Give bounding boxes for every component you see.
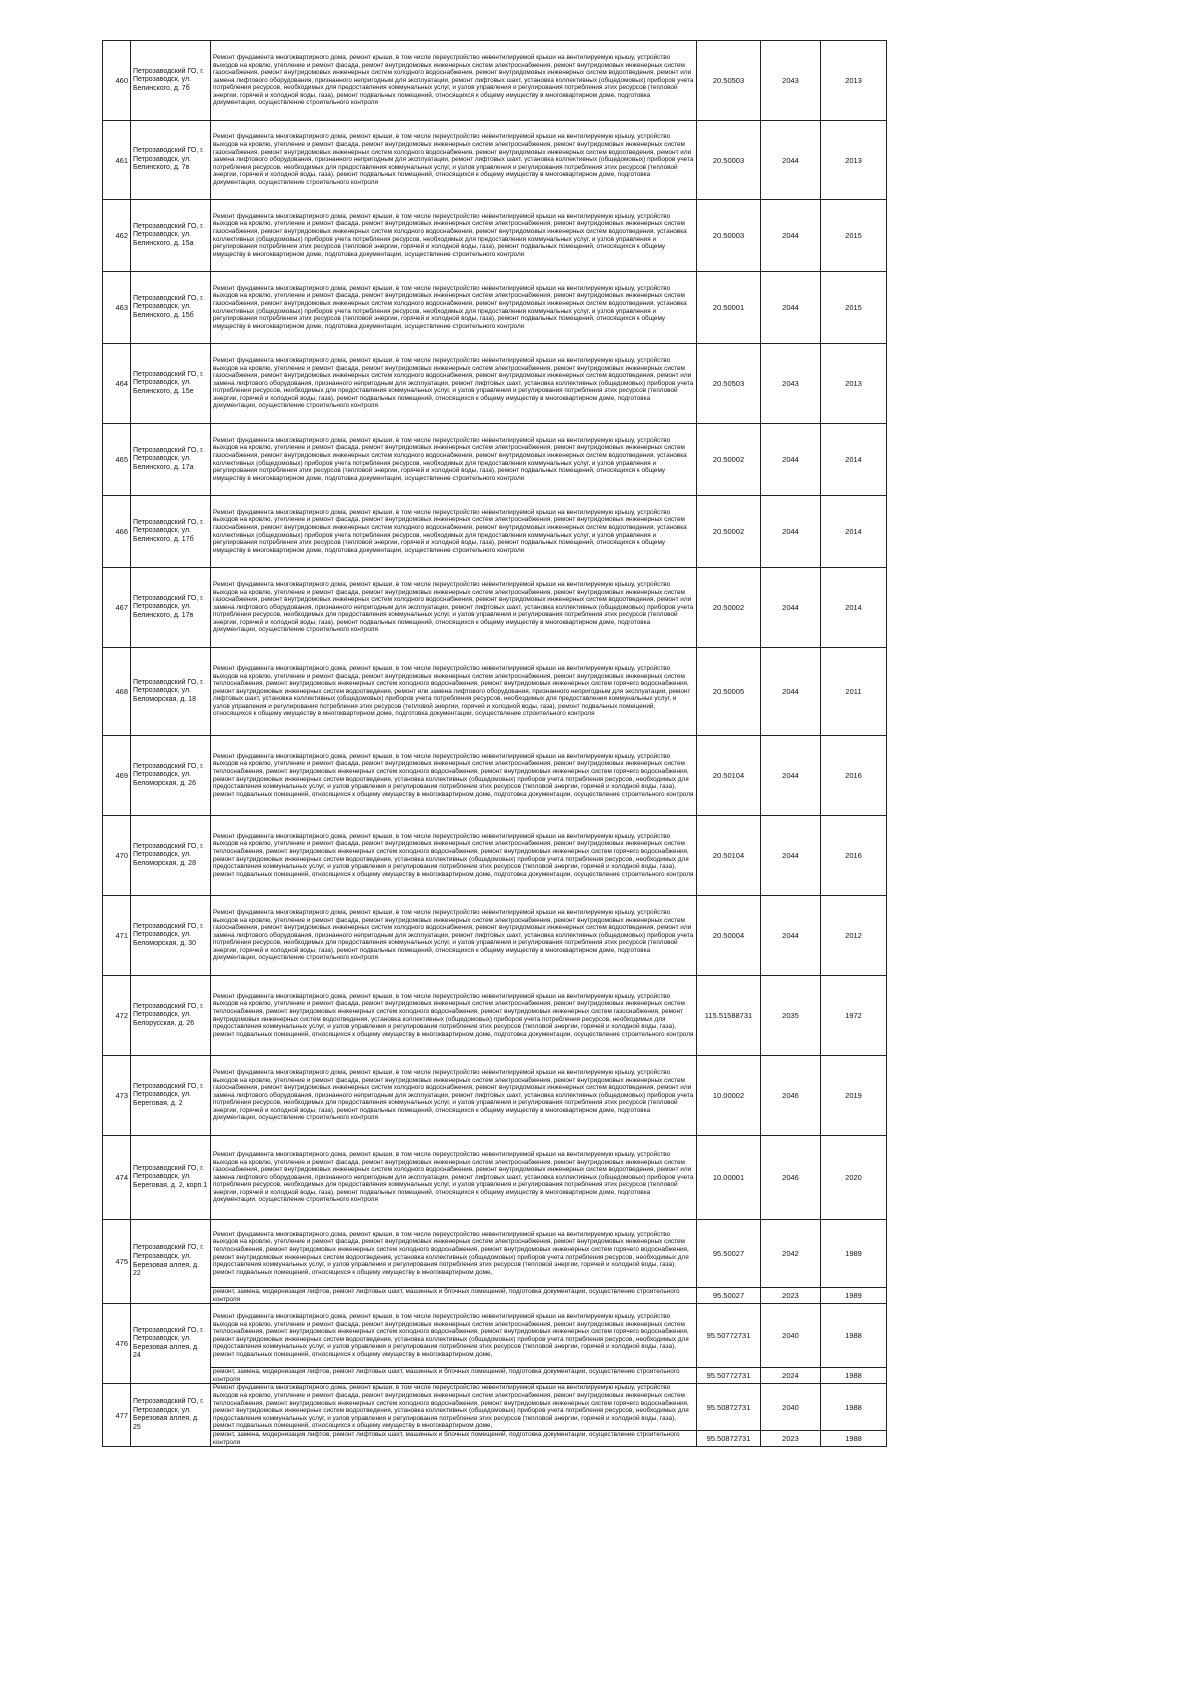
last-repair-year-cell: 2020 [821,1136,887,1220]
planned-year-cell: 2035 [761,976,821,1056]
address-cell: Петрозаводский ГО, г. Петрозаводск, ул. Белинского, д. 17в [131,568,211,648]
row-number: 473 [103,1056,131,1136]
table-row [103,121,887,200]
table-row [103,496,887,568]
works-cell: Ремонт фундамента многоквартирного дома, ремонт крыши, в том числе переустройство невентилируемой крыши на вентилируемую крышу, устройство выходов на кровлю, утепление и ремонт фасада, ремонт внутридомовых инженерных систем электроснабжения, ремонт внутридомовых инженерных систем газоснабжения, ремонт внутридомовых инженерных систем холодного водоснабжения, ремонт внутридомовых инженерных систем водоотведения, установка коллективных (общедомовых) приборов учета потребления ресурсов, необходимых для предоставления коммунальных услуг, и узлов управления и регулирования потребления этих ресурсов (тепловой энергии, горячей и холодной воды, газа), ремонт подвальных помещений, относящихся к общему имуществу в многоквартирном доме, подготовка документации, осуществление строительного контроля [211,200,697,272]
table-row [103,41,887,121]
planned-year-cell: 2040 [761,1304,821,1368]
schedule-page [102,40,887,1447]
works-cell: Ремонт фундамента многоквартирного дома, ремонт крыши, в том числе переустройство невентилируемой крыши на вентилируемую крышу, устройство выходов на кровлю, утепление и ремонт фасада, ремонт внутридомовых инженерных систем электроснабжения, ремонт внутридомовых инженерных систем газоснабжения, ремонт внутридомовых инженерных систем холодного водоснабжения, ремонт внутридомовых инженерных систем водоотведения, установка коллективных (общедомовых) приборов учета потребления ресурсов, необходимых для предоставления коммунальных услуг, и узлов управления и регулирования потребления этих ресурсов (тепловой энергии, горячей и холодной воды, газа), ремонт подвальных помещений, относящихся к общему имуществу в многоквартирном доме, подготовка документации, осуществление строительного контроля [211,496,697,568]
row-number: 466 [103,496,131,568]
table-row [103,1056,887,1136]
table-row [103,272,887,344]
planned-year-cell: 2044 [761,121,821,200]
works-cell: Ремонт фундамента многоквартирного дома, ремонт крыши, в том числе переустройство невентилируемой крыши на вентилируемую крышу, устройство выходов на кровлю, утепление и ремонт фасада, ремонт внутридомовых инженерных систем электроснабжения, ремонт внутридомовых инженерных систем теплоснабжения, ремонт внутридомовых инженерных систем холодного водоснабжения, ремонт внутридомовых инженерных систем горячего водоснабжения, ремонт внутридомовых инженерных систем водоотведения, ремонт или замена лифтового оборудования, признанного непригодным для эксплуатации, ремонт лифтовых шахт, установка коллективных (общедомовых) приборов учета потребления ресурсов, необходимых для предоставления коммунальных услуг, и узлов управления и регулирования потребления этих ресурсов (тепловой энергии, горячей и холодной воды, газа), ремонт подвальных помещений, относящихся к общему имуществу в многоквартирном доме, подготовка документации, осуществление строительного контроля [211,648,697,736]
last-repair-year-cell: 1989 [821,1220,887,1288]
last-repair-year-cell: 2015 [821,272,887,344]
works-cell: ремонт, замена, модернизация лифтов, ремонт лифтовых шахт, машинных и блочных помещений, подготовка документации, осуществление строительного контроля [211,1368,697,1384]
works-cell: Ремонт фундамента многоквартирного дома, ремонт крыши, в том числе переустройство невентилируемой крыши на вентилируемую крышу, устройство выходов на кровлю, утепление и ремонт фасада, ремонт внутридомовых инженерных систем электроснабжения, ремонт внутридомовых инженерных систем газоснабжения, ремонт внутридомовых инженерных систем холодного водоснабжения, ремонт внутридомовых инженерных систем водоотведения, ремонт или замена лифтового оборудования, признанного непригодным для эксплуатации, ремонт лифтовых шахт, установка коллективных (общедомовых) приборов учета потребления ресурсов, необходимых для предоставления коммунальных услуг, и узлов управления и регулирования потребления этих ресурсов (тепловой энергии, горячей и холодной воды, газа), ремонт подвальных помещений, относящихся к общему имуществу в многоквартирном доме, подготовка документации, осуществление строительного контроля [211,344,697,424]
cost-cell: 95.50772731 [697,1368,761,1384]
planned-year-cell: 2023 [761,1288,821,1304]
last-repair-year-cell: 2014 [821,496,887,568]
planned-year-cell: 2043 [761,344,821,424]
table-subrow [103,1430,887,1446]
row-number: 465 [103,424,131,496]
works-cell: Ремонт фундамента многоквартирного дома, ремонт крыши, в том числе переустройство невентилируемой крыши на вентилируемую крышу, устройство выходов на кровлю, утепление и ремонт фасада, ремонт внутридомовых инженерных систем электроснабжения, ремонт внутридомовых инженерных систем газоснабжения, ремонт внутридомовых инженерных систем холодного водоснабжения, ремонт внутридомовых инженерных систем водоотведения, ремонт или замена лифтового оборудования, признанного непригодным для эксплуатации, ремонт лифтовых шахт, установка коллективных (общедомовых) приборов учета потребления ресурсов, необходимых для предоставления коммунальных услуг, и узлов управления и регулирования потребления этих ресурсов (тепловой энергии, горячей и холодной воды, газа), ремонт подвальных помещений, относящихся к общему имуществу в многоквартирном доме, подготовка документации, осуществление строительного контроля [211,568,697,648]
repair-schedule-table [102,40,887,1447]
last-repair-year-cell: 2012 [821,896,887,976]
last-repair-year-cell: 1988 [821,1384,887,1431]
address-cell: Петрозаводский ГО, г. Петрозаводск, ул. Белинского, д. 15а [131,200,211,272]
row-number: 467 [103,568,131,648]
cost-cell: 95.50772731 [697,1304,761,1368]
address-cell: Петрозаводский ГО, г. Петрозаводск, ул. Белинского, д. 17а [131,424,211,496]
cost-cell: 95.50872731 [697,1430,761,1446]
last-repair-year-cell: 2015 [821,200,887,272]
row-number: 460 [103,41,131,121]
table-row [103,648,887,736]
last-repair-year-cell: 2016 [821,736,887,816]
planned-year-cell: 2044 [761,816,821,896]
cost-cell: 20.50104 [697,816,761,896]
works-cell: Ремонт фундамента многоквартирного дома, ремонт крыши, в том числе переустройство невентилируемой крыши на вентилируемую крышу, устройство выходов на кровлю, утепление и ремонт фасада, ремонт внутридомовых инженерных систем электроснабжения, ремонт внутридомовых инженерных систем газоснабжения, ремонт внутридомовых инженерных систем холодного водоснабжения, ремонт внутридомовых инженерных систем водоотведения, ремонт или замена лифтового оборудования, признанного непригодным для эксплуатации, ремонт лифтовых шахт, установка коллективных (общедомовых) приборов учета потребления ресурсов, необходимых для предоставления коммунальных услуг, и узлов управления и регулирования потребления этих ресурсов (тепловой энергии, горячей и холодной воды, газа), ремонт подвальных помещений, относящихся к общему имуществу в многоквартирном доме, подготовка документации, осуществление строительного контроля [211,1136,697,1220]
table-row [103,424,887,496]
cost-cell: 20.50003 [697,200,761,272]
row-number: 464 [103,344,131,424]
works-cell: Ремонт фундамента многоквартирного дома, ремонт крыши, в том числе переустройство невентилируемой крыши на вентилируемую крышу, устройство выходов на кровлю, утепление и ремонт фасада, ремонт внутридомовых инженерных систем электроснабжения, ремонт внутридомовых инженерных систем теплоснабжения, ремонт внутридомовых инженерных систем холодного водоснабжения, ремонт внутридомовых инженерных систем горячего водоснабжения, ремонт внутридомовых инженерных систем водоотведения, установка коллективных (общедомовых) приборов учета потребления ресурсов, необходимых для предоставления коммунальных услуг, и узлов управления и регулирования потребления этих ресурсов (тепловой энергии, горячей и холодной воды, газа), ремонт подвальных помещений, относящихся к общему имуществу в многоквартирном доме, [211,1384,697,1431]
address-cell: Петрозаводский ГО, г. Петрозаводск, ул. Беломорская, д. 18 [131,648,211,736]
works-cell: Ремонт фундамента многоквартирного дома, ремонт крыши, в том числе переустройство невентилируемой крыши на вентилируемую крышу, устройство выходов на кровлю, утепление и ремонт фасада, ремонт внутридомовых инженерных систем электроснабжения, ремонт внутридомовых инженерных систем теплоснабжения, ремонт внутридомовых инженерных систем холодного водоснабжения, ремонт внутридомовых инженерных систем горячего водоснабжения, ремонт внутридомовых инженерных систем водоотведения, установка коллективных (общедомовых) приборов учета потребления ресурсов, необходимых для предоставления коммунальных услуг, и узлов управления и регулирования потребления этих ресурсов (тепловой энергии, горячей и холодной воды, газа), ремонт подвальных помещений, относящихся к общему имуществу в многоквартирном доме, [211,1304,697,1368]
works-cell: Ремонт фундамента многоквартирного дома, ремонт крыши, в том числе переустройство невентилируемой крыши на вентилируемую крышу, устройство выходов на кровлю, утепление и ремонт фасада, ремонт внутридомовых инженерных систем электроснабжения, ремонт внутридомовых инженерных систем теплоснабжения, ремонт внутридомовых инженерных систем холодного водоснабжения, ремонт внутридомовых инженерных систем горячего водоснабжения, ремонт внутридомовых инженерных систем водоотведения, установка коллективных (общедомовых) приборов учета потребления ресурсов, необходимых для предоставления коммунальных услуг, и узлов управления и регулирования потребления этих ресурсов (тепловой энергии, горячей и холодной воды, газа), ремонт подвальных помещений, относящихся к общему имуществу в многоквартирном доме, подготовка документации, осуществление строительного контроля [211,736,697,816]
last-repair-year-cell: 2019 [821,1056,887,1136]
works-cell: ремонт, замена, модернизация лифтов, ремонт лифтовых шахт, машинных и блочных помещений, подготовка документации, осуществление строительного контроля [211,1430,697,1446]
last-repair-year-cell: 2013 [821,344,887,424]
row-number: 469 [103,736,131,816]
planned-year-cell: 2044 [761,496,821,568]
row-number: 471 [103,896,131,976]
address-cell: Петрозаводский ГО, г. Петрозаводск, ул. Беломорская, д. 28 [131,816,211,896]
last-repair-year-cell: 1989 [821,1288,887,1304]
last-repair-year-cell: 1972 [821,976,887,1056]
table-subrow [103,1288,887,1304]
address-cell: Петрозаводский ГО, г. Петрозаводск, ул. Беломорская, д. 30 [131,896,211,976]
last-repair-year-cell: 2014 [821,568,887,648]
planned-year-cell: 2040 [761,1384,821,1431]
row-number: 470 [103,816,131,896]
cost-cell: 95.50027 [697,1220,761,1288]
address-cell: Петрозаводский ГО, г. Петрозаводск, ул. Березовая аллея, д. 22 [131,1220,211,1304]
last-repair-year-cell: 2014 [821,424,887,496]
address-cell: Петрозаводский ГО, г. Петрозаводск, ул. Белинского, д. 7в [131,121,211,200]
planned-year-cell: 2044 [761,272,821,344]
cost-cell: 20.50002 [697,424,761,496]
table-row [103,1136,887,1220]
table-row [103,344,887,424]
table-row [103,1220,887,1288]
table-row [103,1384,887,1431]
last-repair-year-cell: 2013 [821,121,887,200]
address-cell: Петрозаводский ГО, г. Петрозаводск, ул. Белинского, д. 15е [131,344,211,424]
address-cell: Петрозаводский ГО, г. Петрозаводск, ул. Береговая, д. 2, корп.1 [131,1136,211,1220]
last-repair-year-cell: 2011 [821,648,887,736]
planned-year-cell: 2044 [761,200,821,272]
table-row [103,1304,887,1368]
address-cell: Петрозаводский ГО, г. Петрозаводск, ул. Белорусская, д. 26 [131,976,211,1056]
works-cell: Ремонт фундамента многоквартирного дома, ремонт крыши, в том числе переустройство невентилируемой крыши на вентилируемую крышу, устройство выходов на кровлю, утепление и ремонт фасада, ремонт внутридомовых инженерных систем электроснабжения, ремонт внутридомовых инженерных систем газоснабжения, ремонт внутридомовых инженерных систем холодного водоснабжения, ремонт внутридомовых инженерных систем водоотведения, установка коллективных (общедомовых) приборов учета потребления ресурсов, необходимых для предоставления коммунальных услуг, и узлов управления и регулирования потребления этих ресурсов (тепловой энергии, горячей и холодной воды, газа), ремонт подвальных помещений, относящихся к общему имуществу в многоквартирном доме, подготовка документации, осуществление строительного контроля [211,424,697,496]
works-cell: Ремонт фундамента многоквартирного дома, ремонт крыши, в том числе переустройство невентилируемой крыши на вентилируемую крышу, устройство выходов на кровлю, утепление и ремонт фасада, ремонт внутридомовых инженерных систем электроснабжения, ремонт внутридомовых инженерных систем газоснабжения, ремонт внутридомовых инженерных систем холодного водоснабжения, ремонт внутридомовых инженерных систем водоотведения, ремонт или замена лифтового оборудования, признанного непригодным для эксплуатации, ремонт лифтовых шахт, установка коллективных (общедомовых) приборов учета потребления ресурсов, необходимых для предоставления коммунальных услуг, и узлов управления и регулирования потребления этих ресурсов (тепловой энергии, горячей и холодной воды, газа), ремонт подвальных помещений, относящихся к общему имуществу в многоквартирном доме, подготовка документации, осуществление строительного контроля [211,121,697,200]
table-row [103,736,887,816]
table-subrow [103,1368,887,1384]
works-cell: Ремонт фундамента многоквартирного дома, ремонт крыши, в том числе переустройство невентилируемой крыши на вентилируемую крышу, устройство выходов на кровлю, утепление и ремонт фасада, ремонт внутридомовых инженерных систем электроснабжения, ремонт внутридомовых инженерных систем теплоснабжения, ремонт внутридомовых инженерных систем холодного водоснабжения, ремонт внутридомовых инженерных систем горячего водоснабжения, ремонт внутридомовых инженерных систем водоотведения, установка коллективных (общедомовых) приборов учета потребления ресурсов, необходимых для предоставления коммунальных услуг, и узлов управления и регулирования потребления этих ресурсов (тепловой энергии, горячей и холодной воды, газа), ремонт подвальных помещений, относящихся к общему имуществу в многоквартирном доме, [211,1220,697,1288]
row-number: 468 [103,648,131,736]
address-cell: Петрозаводский ГО, г. Петрозаводск, ул. Береговая, д. 2 [131,1056,211,1136]
row-number: 476 [103,1304,131,1384]
cost-cell: 95.50872731 [697,1384,761,1431]
works-cell: Ремонт фундамента многоквартирного дома, ремонт крыши, в том числе переустройство невентилируемой крыши на вентилируемую крышу, устройство выходов на кровлю, утепление и ремонт фасада, ремонт внутридомовых инженерных систем электроснабжения, ремонт внутридомовых инженерных систем теплоснабжения, ремонт внутридомовых инженерных систем холодного водоснабжения, ремонт внутридомовых инженерных систем горячего водоснабжения, ремонт внутридомовых инженерных систем водоотведения, установка коллективных (общедомовых) приборов учета потребления ресурсов, необходимых для предоставления коммунальных услуг, и узлов управления и регулирования потребления этих ресурсов (тепловой энергии, горячей и холодной воды, газа), ремонт подвальных помещений, относящихся к общему имуществу в многоквартирном доме, подготовка документации, осуществление строительного контроля [211,816,697,896]
last-repair-year-cell: 1988 [821,1368,887,1384]
cost-cell: 20.50104 [697,736,761,816]
address-cell: Петрозаводский ГО, г. Петрозаводск, ул. Белинского, д. 7б [131,41,211,121]
works-cell: Ремонт фундамента многоквартирного дома, ремонт крыши, в том числе переустройство невентилируемой крыши на вентилируемую крышу, устройство выходов на кровлю, утепление и ремонт фасада, ремонт внутридомовых инженерных систем электроснабжения, ремонт внутридомовых инженерных систем газоснабжения, ремонт внутридомовых инженерных систем холодного водоснабжения, ремонт внутридомовых инженерных систем водоотведения, ремонт или замена лифтового оборудования, признанного непригодным для эксплуатации, ремонт лифтовых шахт, установка коллективных (общедомовых) приборов учета потребления ресурсов, необходимых для предоставления коммунальных услуг, и узлов управления и регулирования потребления этих ресурсов (тепловой энергии, горячей и холодной воды, газа), ремонт подвальных помещений, относящихся к общему имуществу в многоквартирном доме, подготовка документации, осуществление строительного контроля [211,41,697,121]
planned-year-cell: 2044 [761,568,821,648]
planned-year-cell: 2023 [761,1430,821,1446]
row-number: 472 [103,976,131,1056]
table-row [103,816,887,896]
planned-year-cell: 2043 [761,41,821,121]
last-repair-year-cell: 1988 [821,1430,887,1446]
table-body [103,41,887,1447]
cost-cell: 20.50005 [697,648,761,736]
address-cell: Петрозаводский ГО, г. Петрозаводск, ул. Белинского, д. 17б [131,496,211,568]
last-repair-year-cell: 2016 [821,816,887,896]
cost-cell: 20.50503 [697,41,761,121]
planned-year-cell: 2042 [761,1220,821,1288]
table-row [103,896,887,976]
row-number: 474 [103,1136,131,1220]
address-cell: Петрозаводский ГО, г. Петрозаводск, ул. Беломорская, д. 26 [131,736,211,816]
row-number: 461 [103,121,131,200]
planned-year-cell: 2044 [761,424,821,496]
address-cell: Петрозаводский ГО, г. Петрозаводск, ул. Березовая аллея, д. 25 [131,1384,211,1447]
row-number: 475 [103,1220,131,1304]
address-cell: Петрозаводский ГО, г. Петрозаводск, ул. Белинского, д. 15б [131,272,211,344]
last-repair-year-cell: 2013 [821,41,887,121]
works-cell: ремонт, замена, модернизация лифтов, ремонт лифтовых шахт, машинных и блочных помещений, подготовка документации, осуществление строительного контроля [211,1288,697,1304]
cost-cell: 10.00002 [697,1056,761,1136]
planned-year-cell: 2046 [761,1136,821,1220]
table-row [103,976,887,1056]
table-row [103,200,887,272]
last-repair-year-cell: 1988 [821,1304,887,1368]
planned-year-cell: 2024 [761,1368,821,1384]
planned-year-cell: 2044 [761,648,821,736]
row-number: 462 [103,200,131,272]
address-cell: Петрозаводский ГО, г. Петрозаводск, ул. Березовая аллея, д. 24 [131,1304,211,1384]
works-cell: Ремонт фундамента многоквартирного дома, ремонт крыши, в том числе переустройство невентилируемой крыши на вентилируемую крышу, устройство выходов на кровлю, утепление и ремонт фасада, ремонт внутридомовых инженерных систем электроснабжения, ремонт внутридомовых инженерных систем теплоснабжения, ремонт внутридомовых инженерных систем холодного водоснабжения, ремонт внутридомовых инженерных систем газоснабжения, ремонт внутридомовых инженерных систем водоотведения, установка коллективных (общедомовых) приборов учета потребления ресурсов, необходимых для предоставления коммунальных услуг, и узлов управления и регулирования потребления этих ресурсов (тепловой энергии, горячей и холодной воды, газа), ремонт подвальных помещений, относящихся к общему имуществу в многоквартирном доме, подготовка документации, осуществление строительного контроля [211,976,697,1056]
works-cell: Ремонт фундамента многоквартирного дома, ремонт крыши, в том числе переустройство невентилируемой крыши на вентилируемую крышу, устройство выходов на кровлю, утепление и ремонт фасада, ремонт внутридомовых инженерных систем электроснабжения, ремонт внутридомовых инженерных систем газоснабжения, ремонт внутридомовых инженерных систем холодного водоснабжения, ремонт внутридомовых инженерных систем водоотведения, ремонт или замена лифтового оборудования, признанного непригодным для эксплуатации, ремонт лифтовых шахт, установка коллективных (общедомовых) приборов учета потребления ресурсов, необходимых для предоставления коммунальных услуг, и узлов управления и регулирования потребления этих ресурсов (тепловой энергии, горячей и холодной воды, газа), ремонт подвальных помещений, относящихся к общему имуществу в многоквартирном доме, подготовка документации, осуществление строительного контроля [211,1056,697,1136]
cost-cell: 20.50004 [697,896,761,976]
row-number: 463 [103,272,131,344]
works-cell: Ремонт фундамента многоквартирного дома, ремонт крыши, в том числе переустройство невентилируемой крыши на вентилируемую крышу, устройство выходов на кровлю, утепление и ремонт фасада, ремонт внутридомовых инженерных систем электроснабжения, ремонт внутридомовых инженерных систем газоснабжения, ремонт внутридомовых инженерных систем холодного водоснабжения, ремонт внутридомовых инженерных систем водоотведения, ремонт или замена лифтового оборудования, признанного непригодным для эксплуатации, ремонт лифтовых шахт, установка коллективных (общедомовых) приборов учета потребления ресурсов, необходимых для предоставления коммунальных услуг, и узлов управления и регулирования потребления этих ресурсов (тепловой энергии, горячей и холодной воды, газа), ремонт подвальных помещений, относящихся к общему имуществу в многоквартирном доме, подготовка документации, осуществление строительного контроля [211,896,697,976]
cost-cell: 20.50002 [697,496,761,568]
planned-year-cell: 2046 [761,1056,821,1136]
cost-cell: 20.50503 [697,344,761,424]
planned-year-cell: 2044 [761,736,821,816]
planned-year-cell: 2044 [761,896,821,976]
row-number: 477 [103,1384,131,1447]
cost-cell: 20.50002 [697,568,761,648]
cost-cell: 95.50027 [697,1288,761,1304]
cost-cell: 20.50003 [697,121,761,200]
table-row [103,568,887,648]
cost-cell: 20.50001 [697,272,761,344]
cost-cell: 115.51588731 [697,976,761,1056]
works-cell: Ремонт фундамента многоквартирного дома, ремонт крыши, в том числе переустройство невентилируемой крыши на вентилируемую крышу, устройство выходов на кровлю, утепление и ремонт фасада, ремонт внутридомовых инженерных систем электроснабжения, ремонт внутридомовых инженерных систем газоснабжения, ремонт внутридомовых инженерных систем холодного водоснабжения, ремонт внутридомовых инженерных систем водоотведения, установка коллективных (общедомовых) приборов учета потребления ресурсов, необходимых для предоставления коммунальных услуг, и узлов управления и регулирования потребления этих ресурсов (тепловой энергии, горячей и холодной воды, газа), ремонт подвальных помещений, относящихся к общему имуществу в многоквартирном доме, подготовка документации, осуществление строительного контроля [211,272,697,344]
cost-cell: 10.00001 [697,1136,761,1220]
